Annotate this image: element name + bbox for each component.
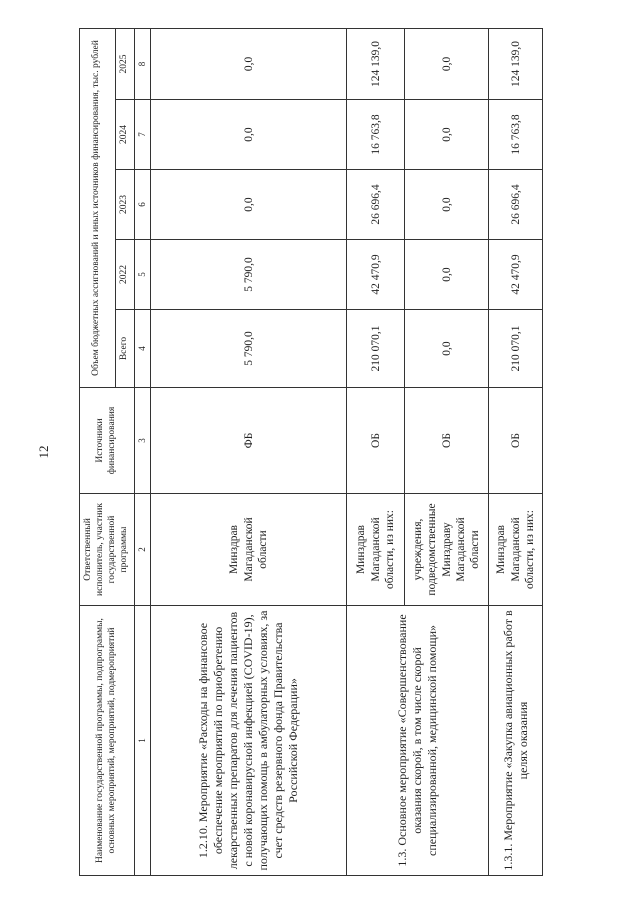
column-number: 5 (135, 240, 151, 310)
row-2025: 124 139,0 (347, 28, 405, 99)
table-row (151, 28, 347, 875)
row-2022: 42 470,9 (347, 240, 405, 310)
header-total: Всего (115, 310, 134, 388)
row-2025: 0,0 (405, 28, 489, 99)
row-name: 1.2.10. Мероприятие «Расходы на финансовое обеспечение мероприятий по приобретению лекарственных препаратов для лечения пациентов с новой коронавирусной инфекцией (COVID-19), получающих помощь в амбулаторных условиях, за счет средств резервного фонда Правительства Российской Федерации» (151, 606, 347, 876)
column-number: 8 (135, 28, 151, 99)
column-number-row (135, 28, 151, 875)
table-row (489, 28, 543, 875)
row-2022: 5 790,0 (151, 240, 347, 310)
header-responsible: Ответственный исполнитель, участник государственной программы (80, 494, 135, 606)
row-source: ОБ (347, 388, 405, 494)
row-total: 210 070,1 (347, 310, 405, 388)
column-number: 6 (135, 170, 151, 240)
row-responsible: Минздрав Магаданской области, из них: (347, 494, 405, 606)
row-total: 210 070,1 (489, 310, 543, 388)
row-2023: 0,0 (151, 170, 347, 240)
row-source: ФБ (151, 388, 347, 494)
row-2023: 26 696,4 (347, 170, 405, 240)
column-number: 2 (135, 494, 151, 606)
row-total: 0,0 (405, 310, 489, 388)
header-name: Наименование государственной программы, подпрограммы, основных мероприятий, мероприятий, подмероприятий (80, 606, 135, 876)
row-source: ОБ (405, 388, 489, 494)
header-year-2024: 2024 (115, 100, 134, 170)
table-row (347, 28, 405, 875)
row-responsible: Минздрав Магаданской области, из них: (489, 494, 543, 606)
header-row-1 (80, 28, 116, 875)
column-number: 4 (135, 310, 151, 388)
header-year-2023: 2023 (115, 170, 134, 240)
header-year-2025: 2025 (115, 28, 134, 99)
row-2025: 124 139,0 (489, 28, 543, 99)
row-name: 1.3. Основное мероприятие «Совершенствование оказания скорой, в том числе скорой специализированной, медицинской помощи» (347, 606, 489, 876)
row-responsible: Минздрав Магаданской области (151, 494, 347, 606)
row-2022: 42 470,9 (489, 240, 543, 310)
header-sources: Источники финансирования (80, 388, 135, 494)
page-number: 12 (36, 445, 51, 459)
row-2024: 16 763,8 (347, 100, 405, 170)
row-2024: 0,0 (151, 100, 347, 170)
row-2025: 0,0 (151, 28, 347, 99)
column-number: 7 (135, 100, 151, 170)
header-volume: Объем бюджетных ассигнований и иных источников финансирования, тыс. рублей (80, 28, 116, 387)
row-source: ОБ (489, 388, 543, 494)
row-total: 5 790,0 (151, 310, 347, 388)
row-2023: 0,0 (405, 170, 489, 240)
row-name: 1.3.1. Мероприятие «Закупка авиационных работ в целях оказания (489, 606, 543, 876)
row-2024: 0,0 (405, 100, 489, 170)
financing-table (79, 28, 543, 876)
column-number: 1 (135, 606, 151, 876)
financing-table-sheet (79, 29, 607, 876)
row-2024: 16 763,8 (489, 100, 543, 170)
row-2022: 0,0 (405, 240, 489, 310)
column-number: 3 (135, 388, 151, 494)
row-2023: 26 696,4 (489, 170, 543, 240)
header-year-2022: 2022 (115, 240, 134, 310)
row-responsible: учреждения, подведомственные Минздраву Магаданской области (405, 494, 489, 606)
